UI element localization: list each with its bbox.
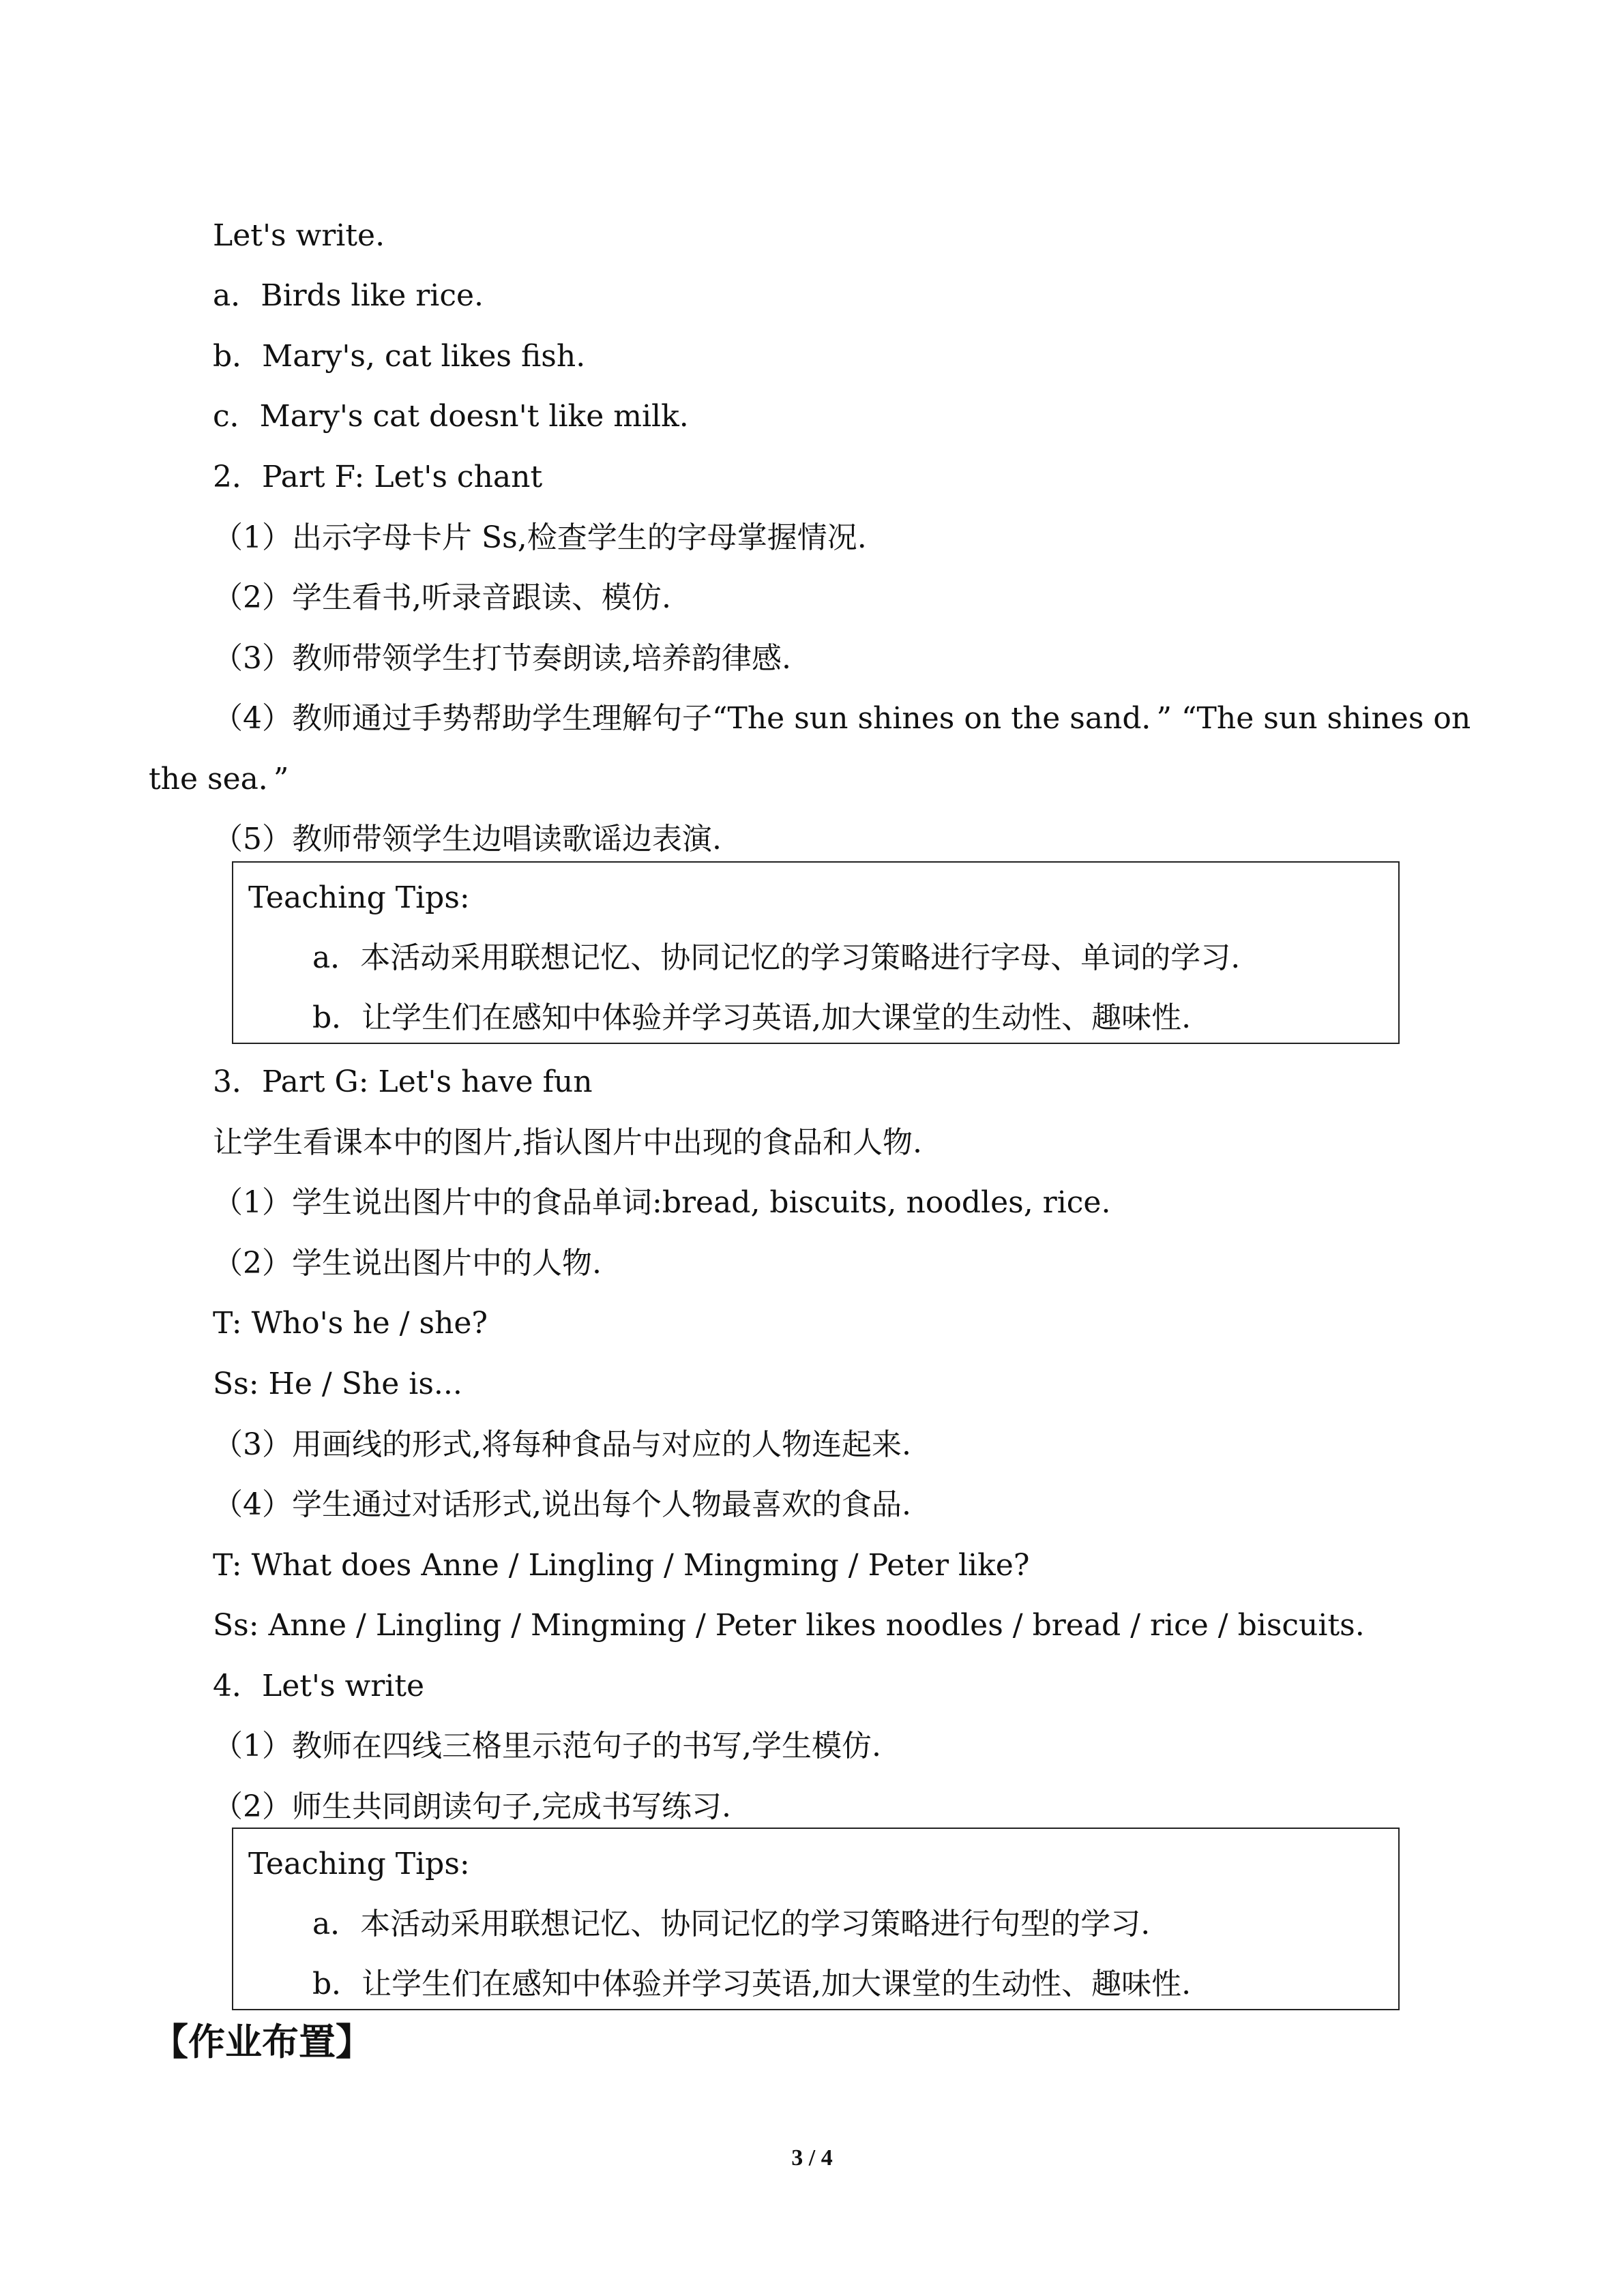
- tips-item: a．本活动采用联想记忆、协同记忆的学习策略进行句型的学习.: [312, 1907, 1151, 1941]
- teaching-tips-box: [232, 861, 1400, 1044]
- text-line: b．Mary's, cat likes fish.: [213, 339, 586, 374]
- text-line: （1）教师在四线三格里示范句子的书写,学生模仿.: [213, 1729, 881, 1763]
- text-line: （2）学生看书,听录音跟读、模仿.: [213, 580, 671, 615]
- text-line: 4．Let's write: [213, 1669, 425, 1703]
- text-line: 2．Part F: Let's chant: [213, 460, 543, 494]
- tips-item: b．让学生们在感知中体验并学习英语,加大课堂的生动性、趣味性.: [312, 1000, 1192, 1035]
- text-line: T: Who's he / she?: [213, 1306, 488, 1341]
- text-line: a．Birds like rice.: [213, 278, 484, 313]
- tips-title: Teaching Tips:: [248, 880, 470, 915]
- text-line: 让学生看课本中的图片,指认图片中出现的食品和人物.: [213, 1125, 922, 1160]
- page-number: 3 / 4: [791, 2145, 833, 2171]
- text-line: T: What does Anne / Lingling / Mingming / Peter like?: [213, 1548, 1030, 1583]
- tips-item: b．让学生们在感知中体验并学习英语,加大课堂的生动性、趣味性.: [312, 1967, 1192, 2001]
- teaching-tips-box: [232, 1828, 1400, 2010]
- text-line: （1）出示字母卡片 Ss,检查学生的字母掌握情况.: [213, 520, 867, 555]
- text-line: （4）教师通过手势帮助学生理解句子“The sun shines on the sand．” “The sun shines on: [213, 701, 1471, 736]
- section-heading: 【作业布置】: [151, 2021, 372, 2063]
- text-line: （1）学生说出图片中的食品单词:bread, biscuits, noodles, rice.: [213, 1185, 1111, 1220]
- text-line: Ss: Anne / Lingling / Mingming / Peter likes noodles / bread / rice / biscuits.: [213, 1608, 1365, 1643]
- text-line: （5）教师带领学生边唱读歌谣边表演.: [213, 822, 722, 856]
- text-line: the sea．”: [149, 762, 289, 796]
- text-line: （3）教师带领学生打节奏朗读,培养韵律感.: [213, 641, 791, 676]
- text-line: （3）用画线的形式,将每种食品与对应的人物连起来.: [213, 1427, 911, 1462]
- tips-item: a．本活动采用联想记忆、协同记忆的学习策略进行字母、单词的学习.: [312, 940, 1241, 975]
- text-line: （2）师生共同朗读句子,完成书写练习.: [213, 1789, 731, 1824]
- text-line: （2）学生说出图片中的人物.: [213, 1246, 602, 1281]
- tips-title: Teaching Tips:: [248, 1847, 470, 1881]
- text-line: Ss: He / She is...: [213, 1367, 462, 1401]
- text-line: Let's write.: [213, 218, 385, 253]
- text-line: c．Mary's cat doesn't like milk.: [213, 399, 689, 434]
- text-line: （4）学生通过对话形式,说出每个人物最喜欢的食品.: [213, 1487, 911, 1522]
- text-line: 3．Part G: Let's have fun: [213, 1064, 593, 1099]
